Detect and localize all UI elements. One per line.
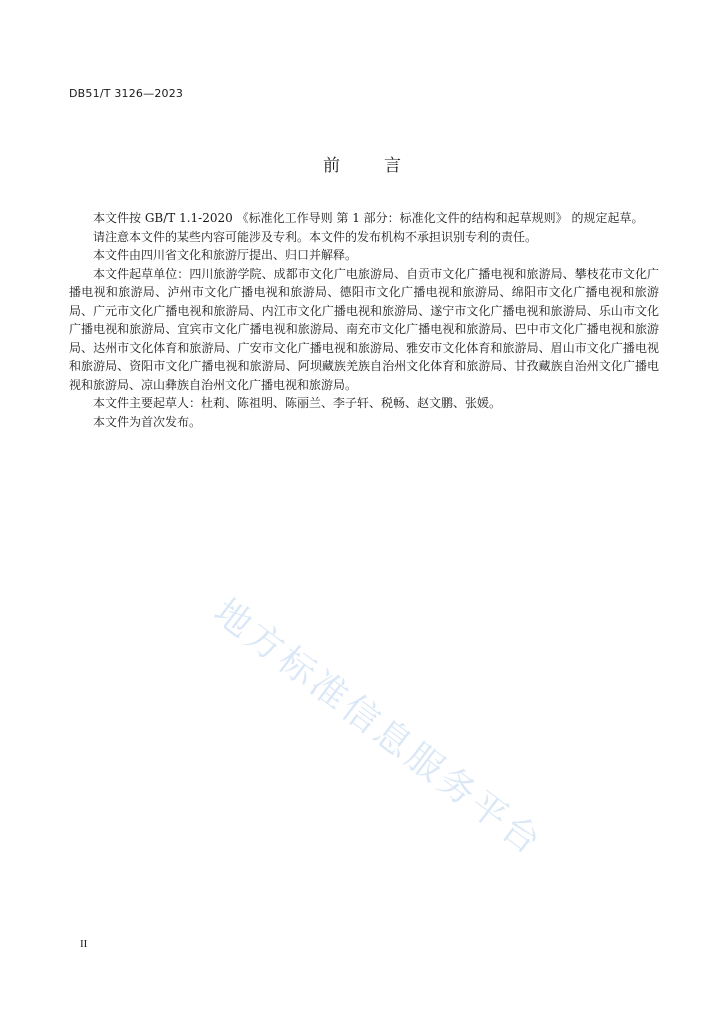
paragraph-first-release: 本文件为首次发布。 <box>93 414 202 429</box>
paragraph-patent-notice: 请注意本文件的某些内容可能涉及专利。本文件的发布机构不承担识别专利的责任。 <box>93 229 538 244</box>
page-title: 前言 <box>323 156 445 176</box>
document-number: DB51/T 3126—2023 <box>69 87 184 100</box>
paragraph-drafting-rules: 本文件按 GB/T 1.1-2020 《标准化工作导则 第 1 部分：标准化文件的结构和起草规则》 的规定起草。 <box>93 211 644 225</box>
foreword-body <box>69 209 659 431</box>
watermark: 地方标准信息服务平台 <box>206 591 551 865</box>
page-number: II <box>80 938 88 950</box>
paragraph-proposer: 本文件由四川省文化和旅游厅提出、归口并解释。 <box>93 248 358 262</box>
paragraph-drafters: 本文件主要起草人：杜莉、陈祖明、陈丽兰、李子轩、税畅、赵文鹏、张媛。 <box>93 396 502 410</box>
paragraph-drafting-units: 本文件起草单位：四川旅游学院、成都市文化广电旅游局、自贡市文化广播电视和旅游局、攀枝花市文化广播电视和旅游局、泸州市文化广播电视和旅游局、德阳市文化广播电视和旅游局、绵阳市文化广播电视和旅游局、广元市文化广播电视和旅游局、内江市文化广播电视和旅游局、遂宁市文化广播电视和旅游局、乐山市文化广播电视和旅游局、宜宾市文化广播电视和旅游局、南充市文化广播电视和旅游局、巴中市文化广播电视和旅游局、达州市文化体育和旅游局、广安市文化广播电视和旅游局、雅安市文化体育和旅游局、眉山市文化广播电视和旅游局、资阳市文化广播电视和旅游局、阿坝藏族羌族自治州文化体育和旅游局、甘孜藏族自治州文化广播电视和旅游局、凉山彝族自治州文化广播电视和旅游局。 <box>69 266 659 392</box>
